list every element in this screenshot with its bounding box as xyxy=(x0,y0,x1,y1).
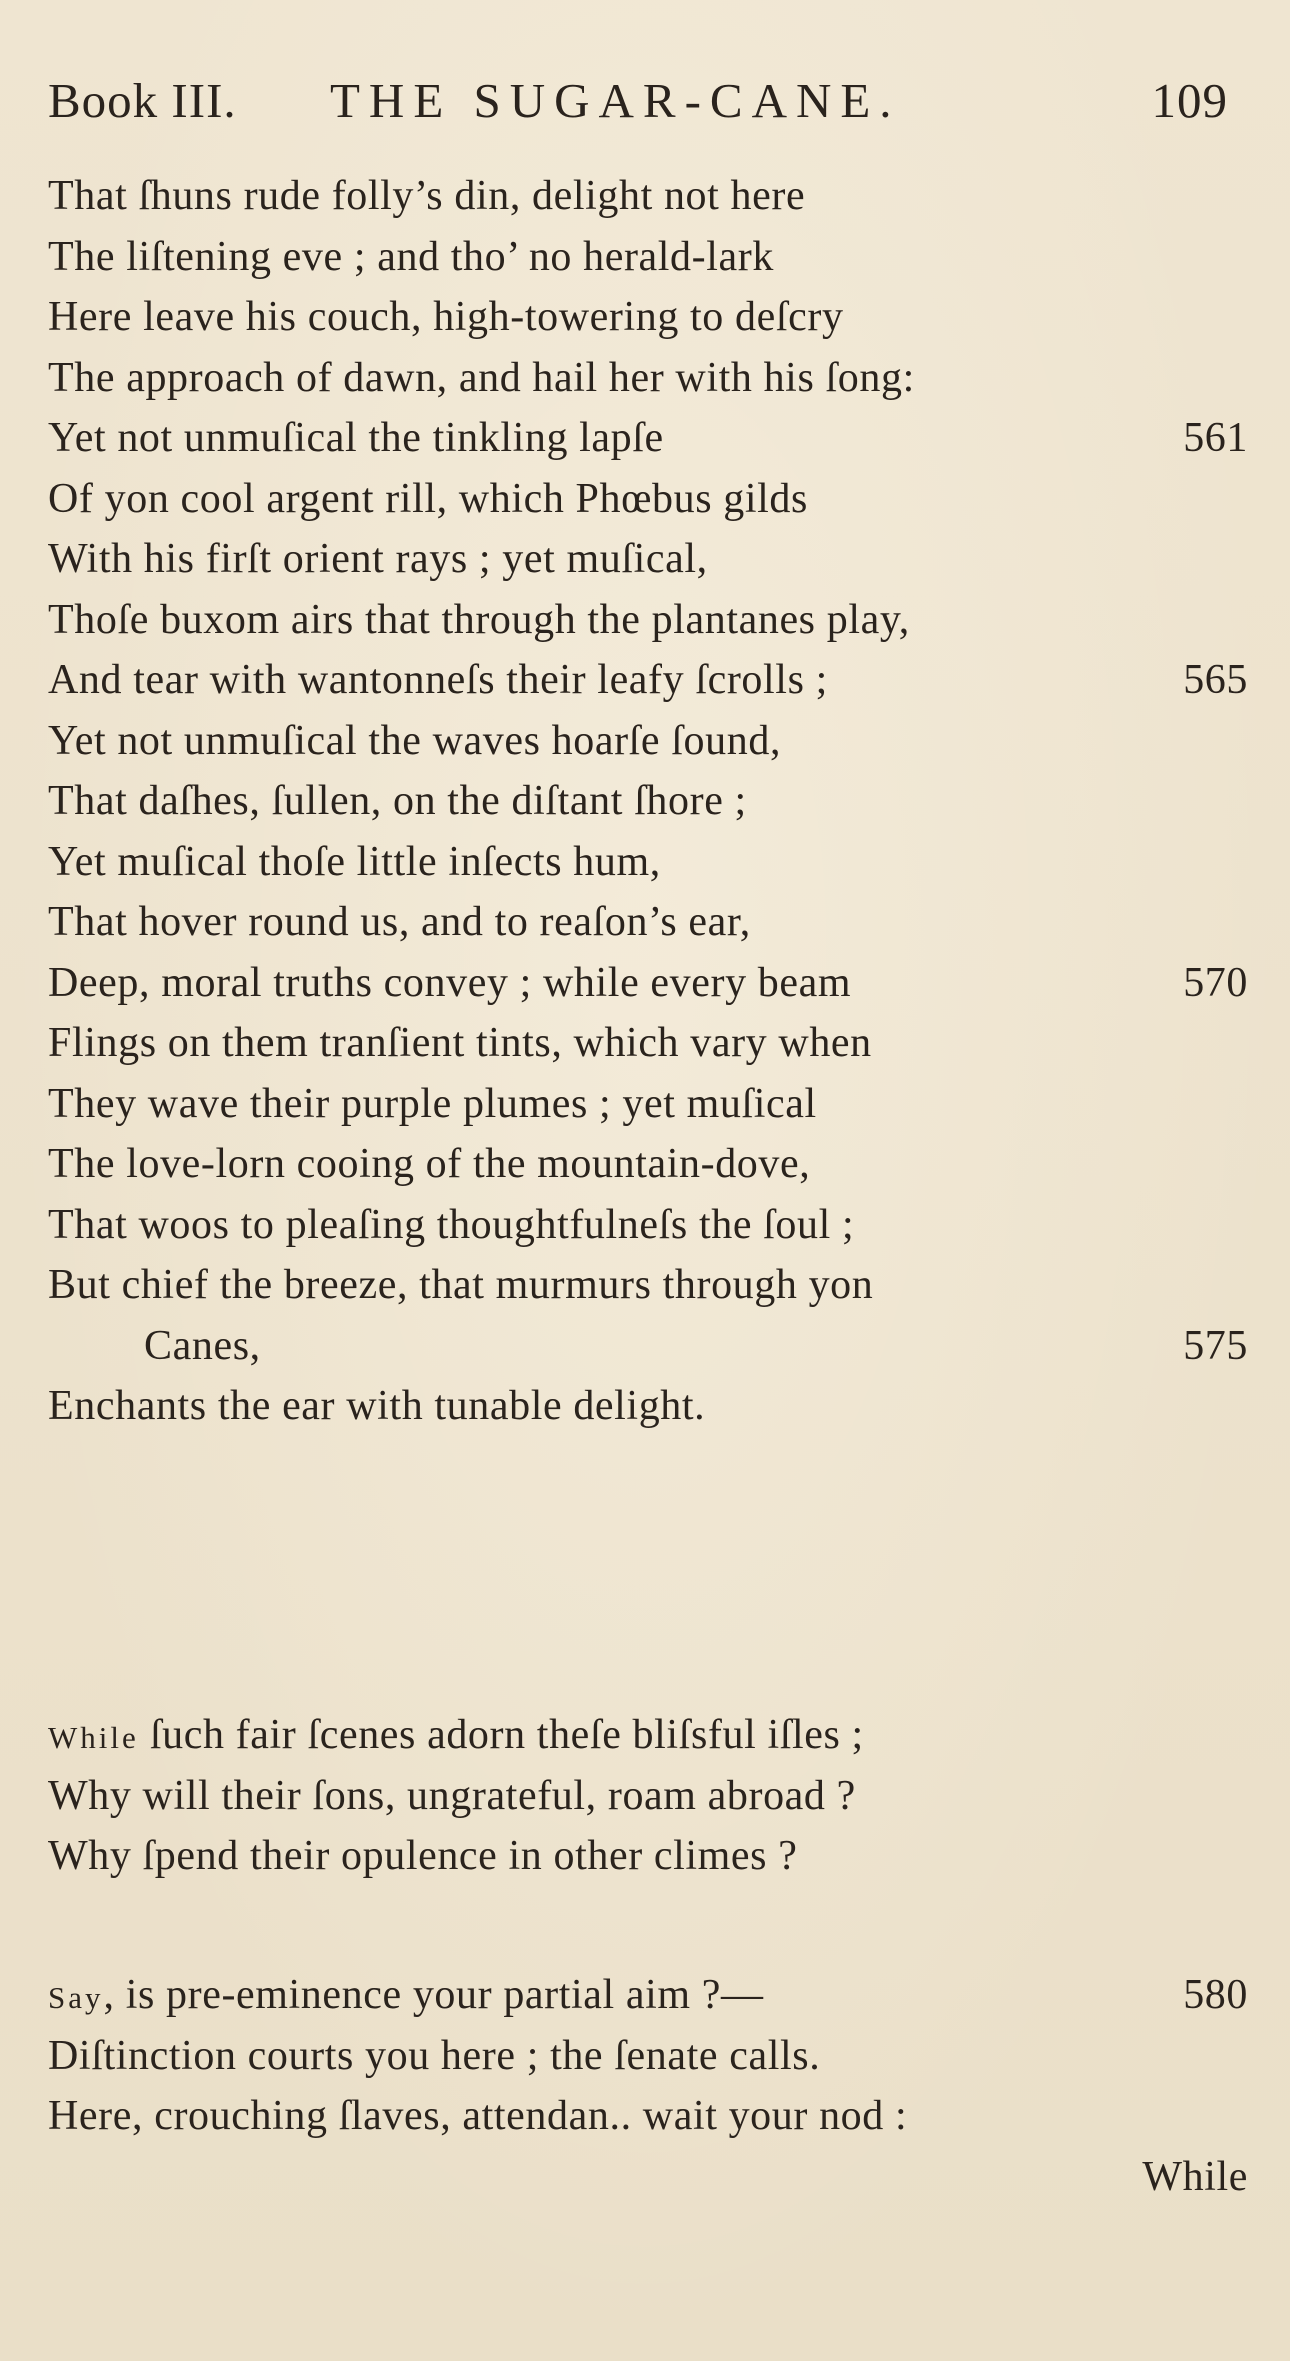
verse-line: That ſhuns rude folly’s din, delight not here xyxy=(48,173,806,219)
small-caps-opening: While xyxy=(48,1720,139,1755)
verse-line: The approach of dawn, and hail her with his ſong: xyxy=(48,354,915,401)
verse-line: That hover round us, and to reaſon’s ear, xyxy=(48,899,751,945)
running-head xyxy=(48,72,1228,142)
verse-line: Yet muſical thoſe little inſects hum, xyxy=(48,838,661,885)
verse-line: Deep, moral truths convey ; while every beam 570 xyxy=(48,953,1248,1014)
verse-line: The love-lorn cooing of the mountain-dove, xyxy=(48,1141,811,1187)
verse-line-turnover: Canes, 575 xyxy=(48,1316,1248,1377)
verse-line: Thoſe buxom airs that through the plantanes play, xyxy=(48,596,910,643)
verse-line: But chief the breeze, that murmurs through yon xyxy=(48,1262,874,1308)
line-number: 565 xyxy=(1183,657,1248,703)
verse-line: And tear with wantonneſs their leafy ſcrolls ; 565 xyxy=(48,650,1248,711)
verse-line: That daſhes, ſullen, on the diſtant ſhore ; xyxy=(48,778,747,824)
verse-line: Flings on them tranſient tints, which vary when xyxy=(48,1020,872,1066)
verse-line: They wave their purple plumes ; yet muſical xyxy=(48,1080,817,1127)
verse-line: The liſtening eve ; and tho’ no herald-lark xyxy=(48,233,774,280)
verse-line: Diſtinction courts you here ; the ſenate calls. xyxy=(48,2032,821,2079)
line-number: 570 xyxy=(1183,959,1248,1006)
stanza-2 xyxy=(48,1705,1248,1887)
verse-line: Of yon cool argent rill, which Phœbus gilds xyxy=(48,475,808,522)
small-caps-opening: Say xyxy=(48,1980,104,2015)
catchword-line xyxy=(48,2147,1248,2208)
verse-line: While ſuch fair ſcenes adorn theſe bliſsful iſles ; xyxy=(48,1712,864,1758)
book-label: Book III. xyxy=(48,73,237,128)
poem-title: THE SUGAR-CANE. xyxy=(330,73,901,128)
line-number: 561 xyxy=(1183,415,1248,461)
verse-line: With his firſt orient rays ; yet muſical, xyxy=(48,536,708,582)
page-number: 109 xyxy=(1151,73,1228,128)
stanza-3 xyxy=(48,1965,1248,2207)
verse-line: That woos to pleaſing thoughtfulneſs the ſoul ; xyxy=(48,1201,855,1248)
verse-line: Why ſpend their opulence in other climes ? xyxy=(48,1833,798,1879)
verse-line: Yet not unmuſical the tinkling lapſe 561 xyxy=(48,408,1248,469)
verse-line: Why will their ſons, ungrateful, roam abroad ? xyxy=(48,1772,856,1819)
catchword: While xyxy=(1142,2153,1248,2200)
verse-line: Here leave his couch, high-towering to deſcry xyxy=(48,294,844,340)
line-number: 575 xyxy=(1183,1322,1248,1369)
verse-line: Say, is pre-eminence your partial aim ?— 580 xyxy=(48,1965,1248,2026)
verse-line: Here, crouching ſlaves, attendan.. wait your nod : xyxy=(48,2093,908,2139)
line-number: 580 xyxy=(1183,1972,1248,2018)
verse-line: Enchants the ear with tunable delight. xyxy=(48,1383,706,1429)
stanza-1 xyxy=(48,166,1248,1437)
verse-line: Yet not unmuſical the waves hoarſe ſound, xyxy=(48,717,782,764)
